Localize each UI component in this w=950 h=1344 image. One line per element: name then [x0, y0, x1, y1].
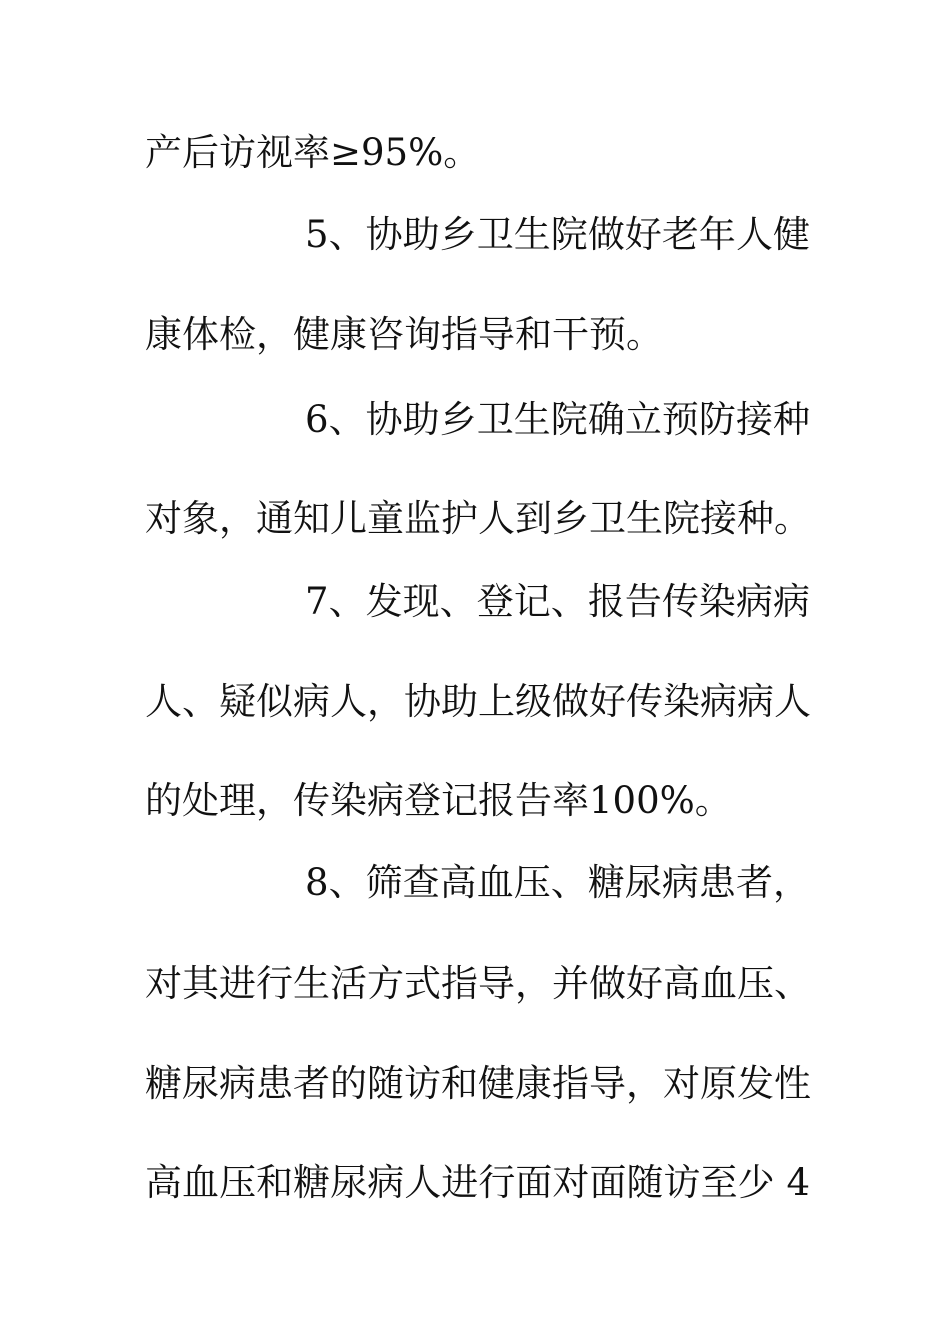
- text-line: 高血压和糖尿病人进行面对面随访至少 4: [145, 1161, 810, 1204]
- text-line: 对象，通知儿童监护人到乡卫生院接种。: [145, 497, 811, 540]
- text-line: 产后访视率≥95%。: [145, 131, 481, 174]
- text-line: 对其进行生活方式指导，并做好高血压、: [145, 962, 811, 1005]
- text-line: 康体检，健康咨询指导和干预。: [145, 313, 663, 356]
- text-line: 的处理，传染病登记报告率100%。: [145, 779, 732, 822]
- text-line: 5、协助乡卫生院做好老年人健: [305, 213, 810, 256]
- text-line: 人、疑似病人，协助上级做好传染病病人: [145, 680, 811, 723]
- text-line: 8、筛查高血压、糖尿病患者，: [305, 861, 810, 904]
- text-line: 7、发现、登记、报告传染病病: [305, 580, 810, 623]
- text-line: 6、协助乡卫生院确立预防接种: [305, 398, 810, 441]
- text-line: 糖尿病患者的随访和健康指导，对原发性: [145, 1062, 811, 1105]
